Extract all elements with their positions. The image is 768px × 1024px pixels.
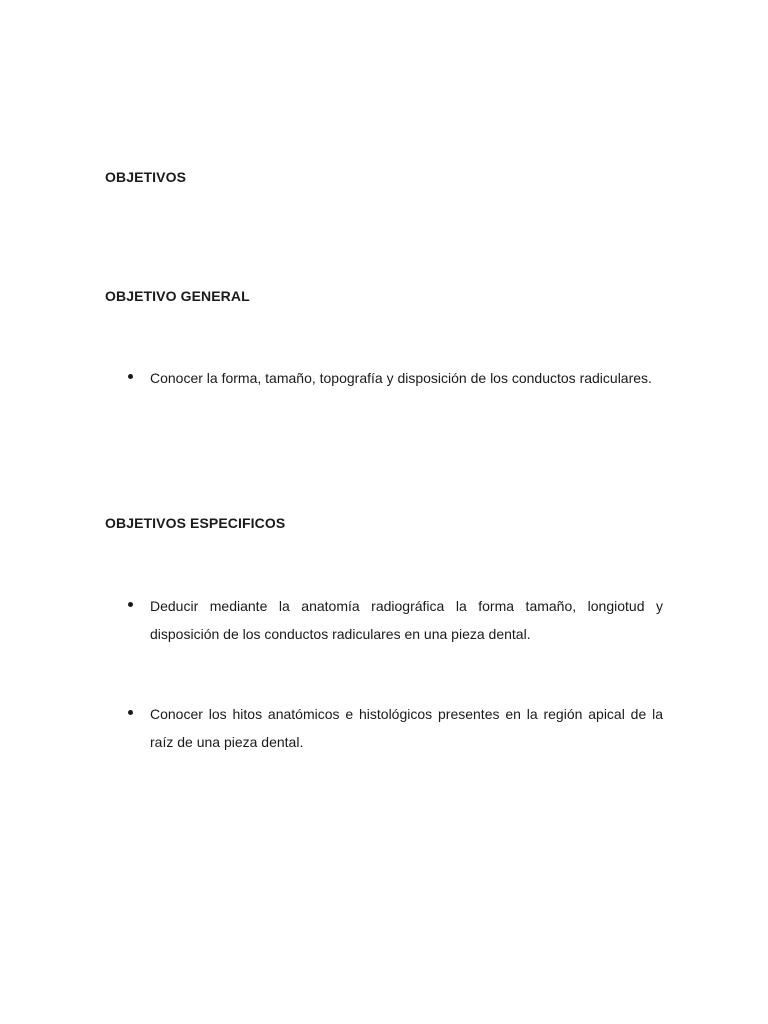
section-heading-objetivos-especificos: OBJETIVOS ESPECIFICOS [105,515,286,531]
page-title: OBJETIVOS [105,169,187,185]
list-item-text: Conocer la forma, tamaño, topografía y disposición de los conductos radiculares. [150,370,652,386]
bullet-icon [105,364,150,392]
list-item-general-1 [105,364,663,392]
bullet-icon [105,592,150,620]
list-item-especifico-1 [105,592,663,648]
list-item-especifico-2 [105,700,663,756]
list-item-text: Conocer los hitos anatómicos e histológicos presentes en la región apical de la raíz de una pieza dental. [150,706,663,750]
section-heading-objetivo-general: OBJETIVO GENERAL [105,288,250,304]
list-item-text: Deducir mediante la anatomía radiográfica la forma tamaño, longiotud y disposición de los conductos radiculares en una pieza dental. [150,598,663,642]
bullet-icon [105,700,150,728]
